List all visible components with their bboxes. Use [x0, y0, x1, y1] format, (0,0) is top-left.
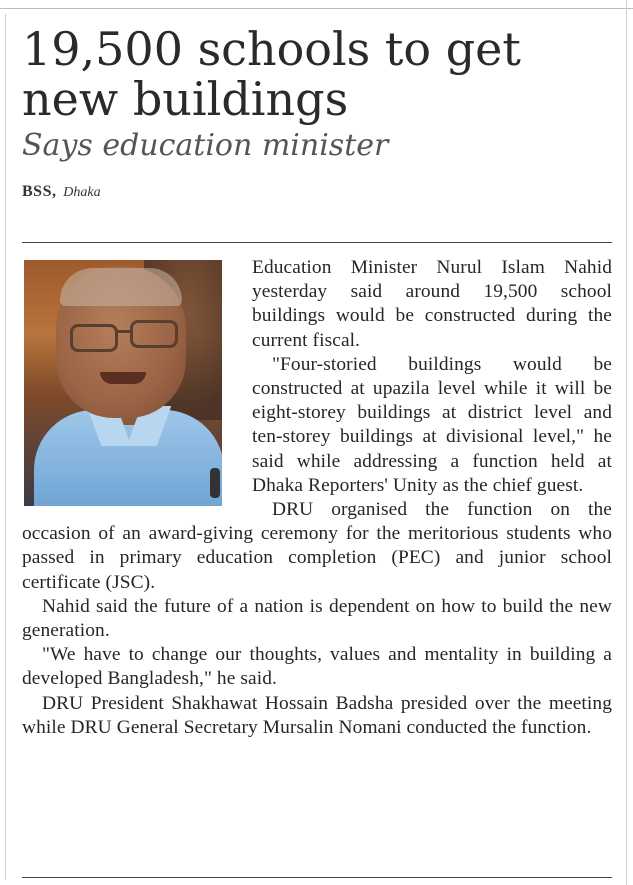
news-article [22, 22, 612, 738]
article-bottom-divider [22, 877, 612, 878]
photo-microphone [210, 468, 220, 498]
paragraph: "Four-storied buildings would be constructed at upazila level while it will be eight-storey buildings at district level and ten-storey buildings at divisional level," he said while addressing a function held at Dhaka Reporters' Unity as the chief guest. [252, 353, 612, 496]
byline-agency: BSS, [22, 183, 57, 200]
subheadline: Says education minister [22, 128, 389, 163]
photo-glasses-left-lens [70, 324, 118, 352]
minister-photo [24, 260, 222, 506]
paragraph: Education Minister Nurul Islam Nahid yesterday said around 19,500 school buildings would be constructed during the current fiscal. [252, 257, 612, 351]
byline-location: Dhaka [63, 185, 101, 200]
page-top-border [0, 0, 633, 9]
paragraph: "We have to change our thoughts, values and mentality in building a developed Bangladesh," he said. [22, 644, 612, 690]
headline: 19,500 schools to get new buildings [22, 22, 521, 126]
photo-mouth [100, 372, 146, 384]
byline-divider [22, 242, 612, 243]
paragraph: Nahid said the future of a nation is dependent on how to build the new generation. [22, 595, 612, 642]
column-rule-right [626, 0, 627, 885]
paragraph: DRU organised the function on the occasion of an award-giving ceremony for the meritorious students who passed in primary education completion (PEC) and junior school certificate (JSC). [22, 499, 612, 593]
article-body [22, 256, 612, 740]
photo-glasses-right-lens [130, 320, 178, 348]
photo-glasses-bridge [115, 330, 131, 333]
byline [22, 182, 612, 204]
paragraph: DRU President Shakhawat Hossain Badsha presided over the meeting while DRU General Secretary Mursalin Nomani conducted the function. [22, 692, 612, 738]
column-rule-left [5, 14, 6, 880]
photo-hair [60, 268, 182, 306]
